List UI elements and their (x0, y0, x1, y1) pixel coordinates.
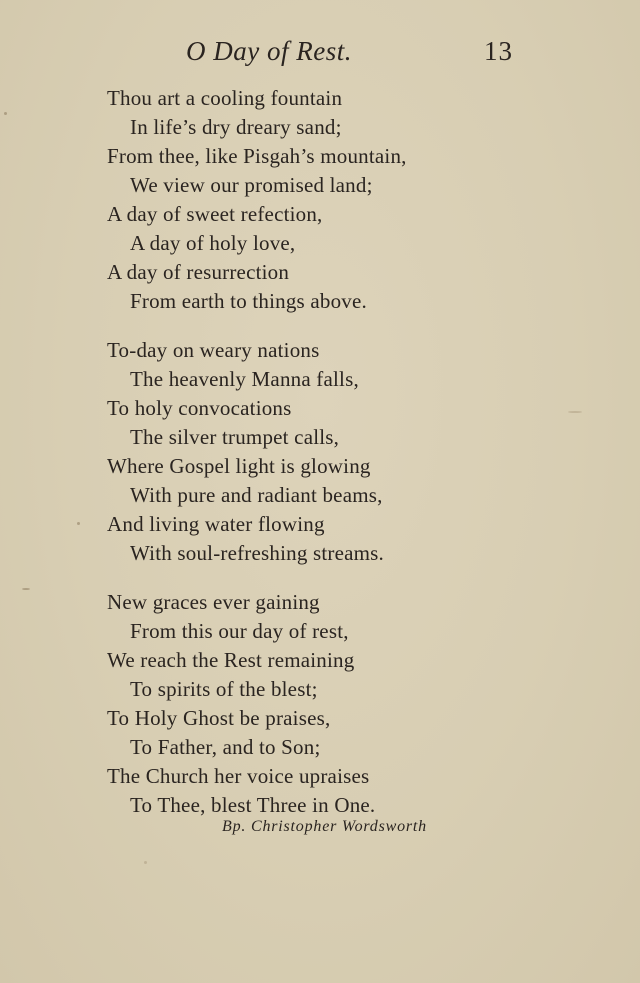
verse-line: A day of sweet refection, (107, 202, 323, 226)
verse-line: To Thee, blest Three in One. (130, 793, 376, 817)
verse-line: Thou art a cooling fountain (107, 86, 343, 110)
verse-line: A day of holy love, (130, 231, 296, 255)
verse-line: The silver trumpet calls, (130, 425, 340, 449)
hymn-text (107, 84, 527, 840)
page-header (0, 36, 640, 76)
verse-line: To Holy Ghost be praises, (107, 706, 331, 730)
verse-line: To holy convocations (107, 396, 292, 420)
verse-line: A day of resurrection (107, 260, 290, 284)
paper-speck (568, 411, 582, 413)
stanza-2 (107, 336, 527, 568)
verse-line: From thee, like Pisgah’s mountain, (107, 144, 407, 168)
running-title: O Day of Rest. (186, 36, 352, 66)
paper-speck (144, 861, 147, 864)
verse-line: And living water flowing (107, 512, 325, 536)
author-attribution: Bp. Christopher Wordsworth (222, 818, 427, 835)
page-number: 13 (484, 36, 513, 66)
verse-line: We reach the Rest remaining (107, 648, 355, 672)
verse-line: We view our promised land; (130, 173, 373, 197)
verse-line: To Father, and to Son; (130, 735, 321, 759)
verse-line: In life’s dry dreary sand; (130, 115, 342, 139)
verse-line: The Church her voice upraises (107, 764, 370, 788)
verse-line: To spirits of the blest; (130, 677, 318, 701)
paper-speck (4, 112, 7, 115)
verse-line: The heavenly Manna falls, (130, 367, 359, 391)
verse-line: With soul-refreshing streams. (130, 541, 384, 565)
verse-line: From earth to things above. (130, 289, 367, 313)
verse-line: With pure and radiant beams, (130, 483, 383, 507)
verse-line: New graces ever gaining (107, 590, 320, 614)
stanza-1 (107, 84, 527, 316)
verse-line: Where Gospel light is glowing (107, 454, 371, 478)
paper-speck (22, 588, 30, 590)
verse-line: To-day on weary nations (107, 338, 320, 362)
stanza-3 (107, 588, 527, 820)
paper-speck (77, 522, 80, 525)
verse-line: From this our day of rest, (130, 619, 349, 643)
